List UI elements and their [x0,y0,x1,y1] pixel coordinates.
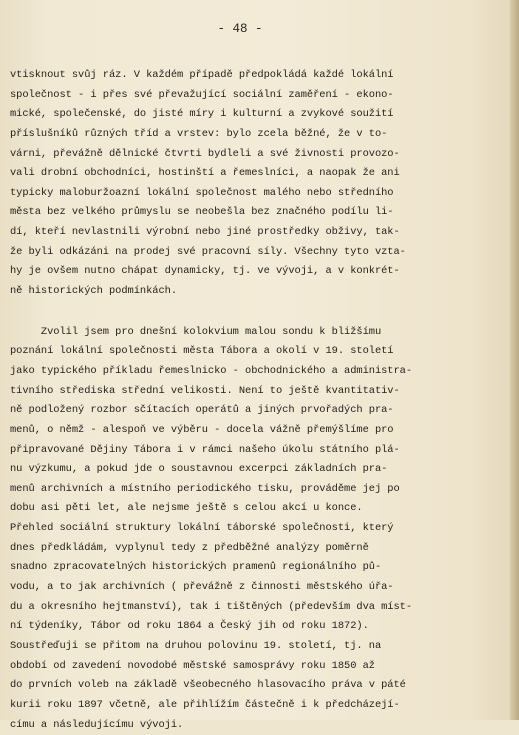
text-line: typicky maloburžoazní lokální společnost malého nebo středního [10,184,510,204]
page-edge-shadow [510,0,519,720]
text-line: menů archivních a místního periodického tisku, prováděme jej po [10,480,510,500]
text-line: připravované Dějiny Tábora i v rámci našeho úkolu státního plá- [10,441,510,461]
text-line: období od zavedení novodobé městské samosprávy roku 1850 až [10,657,510,677]
paragraph-2 [10,323,510,735]
text-line: města bez velkého průmyslu se neobešla bez značného podílu li- [10,203,510,223]
text-line: Soustřeďuji se přitom na druhou polovinu 19. století, tj. na [10,637,510,657]
text-line: vali drobní obchodníci, hostinští a řemeslníci, a naopak že ani [10,164,510,184]
text-line: tivního střediska střední velikosti. Není to ještě kvantitativ- [10,382,510,402]
text-line: příslušníků různých tříd a vrstev: bylo zcela běžné, že v to- [10,125,510,145]
text-line: hy je ovšem nutno chápat dynamicky, tj. ve vývoji, a v konkrét- [10,262,510,282]
paragraph-gap [10,302,510,323]
text-line: vodu, a to jak archivních ( převážně z činnosti městského úřa- [10,578,510,598]
text-line: várni, převážně dělnické čtvrti bydleli a své živnosti provozo- [10,145,510,165]
text-line: dnes předkládám, vyplynul tedy z předběžné analýzy poměrně [10,539,510,559]
text-line: ně historických podmínkách. [10,282,510,302]
text-line: címu a následujícímu vývoji. [10,716,510,735]
text-line: snadno zpracovatelných historických pramenů regionálního pů- [10,558,510,578]
text-line: du a okresního hejtmanství), tak i tištěných (především dva míst- [10,598,510,618]
text-line: nu výzkumu, a pokud jde o soustavnou excerpci základních pra- [10,460,510,480]
text-line: vtisknout svůj ráz. V každém případě předpokládá každé lokální [10,66,510,86]
body-text [10,66,510,735]
text-line: Přehled sociální struktury lokální táborské společnosti, který [10,519,510,539]
text-line: dí, kteří nevlastnili výrobní nebo jiné prostředky obživy, tak- [10,223,510,243]
text-line: ní týdeníky, Tábor od roku 1864 a Český jih od roku 1872). [10,617,510,637]
page-number: - 48 - [0,22,480,36]
text-line: ně podložený rozbor sčítacích operátů a jiných prvořadých pra- [10,401,510,421]
text-line: menů, o němž - alespoň ve výběru - docela vážně přemýšlíme pro [10,421,510,441]
text-line: dobu asi pěti let, ale nejsme ještě s celou akcí u konce. [10,499,510,519]
text-line: poznání lokální společnosti města Tábora a okolí v 19. století [10,342,510,362]
text-line: kurii roku 1897 včetně, ale přihlížím částečně i k předcházejí- [10,696,510,716]
text-line: mické, společenské, do jisté míry i kulturní a zvykové soužití [10,105,510,125]
text-line: že byli odkázáni na prodej své pracovní síly. Všechny tyto vzta- [10,243,510,263]
text-line: Zvolil jsem pro dnešní kolokvium malou sondu k bližšímu [10,323,510,343]
text-line: jako typického příkladu řemeslnicko - obchodnického a administra- [10,362,510,382]
text-line: do prvních voleb na základě všeobecného hlasovacího práva v páté [10,676,510,696]
text-line: společnost - i přes své převažující sociální zaměření - ekono- [10,86,510,106]
paragraph-1 [10,66,510,302]
